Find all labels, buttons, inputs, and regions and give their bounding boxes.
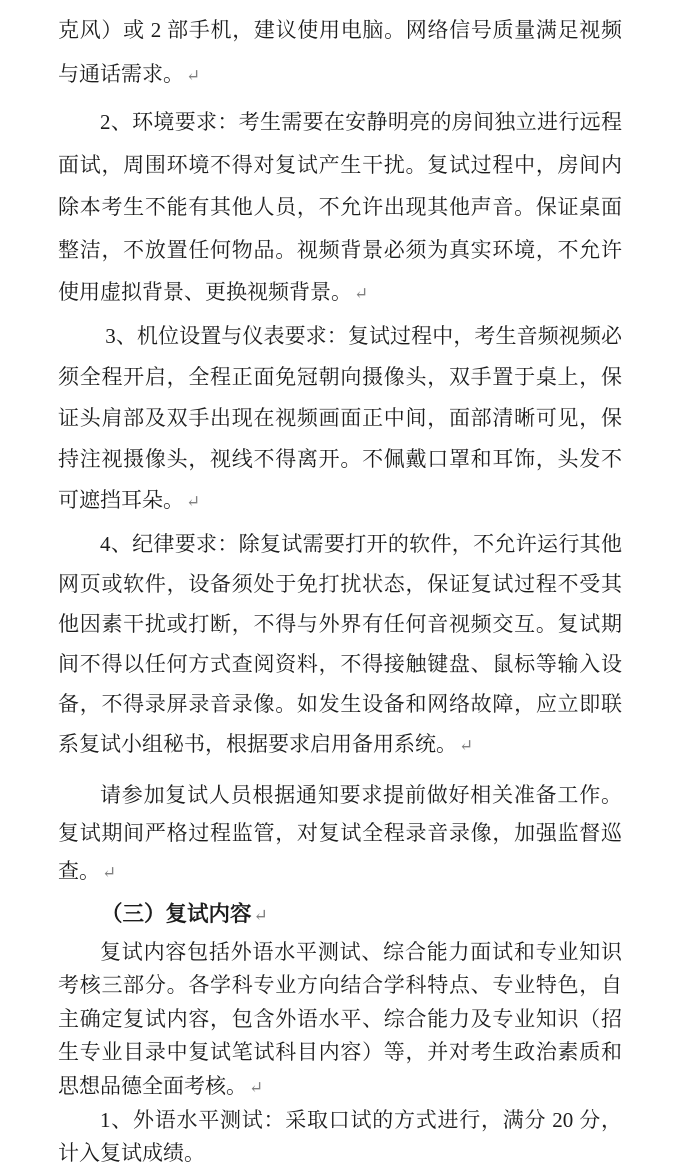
paragraph-preparation-and-supervision-notice	[58, 776, 622, 892]
paragraph-text: 4、纪律要求：除复试需要打开的软件，不允许运行其他网页或软件，设备须处于免打扰状态，保证复试过程不受其他因素干扰或打断，不得与外界有任何音视频交互。复试期间不得以任何方式查阅资料，不得接触键盘、鼠标等输入设备，不得录屏录音录像。如发生设备和网络故障，应立即联系复试小组秘书，根据要求启用备用系统。	[58, 531, 622, 756]
paragraph-text: 2、环境要求：考生需要在安静明亮的房间独立进行远程面试，周围环境不得对复试产生干扰。复试过程中，房间内除本考生不能有其他人员，不允许出现其他声音。保证桌面整洁，不放置任何物品。视频背景必须为真实环境，不允许使用虚拟背景、更换视频背景。	[58, 110, 622, 304]
paragraph-device-requirement-continuation	[58, 8, 622, 98]
document-body	[58, 8, 622, 1170]
paragraph-text: 克风）或 2 部手机，建议使用电脑。网络信号质量满足视频与通话需求。	[58, 18, 622, 86]
heading-section-3-retest-content	[58, 894, 622, 936]
paragraph-foreign-language-oral-test	[58, 1104, 622, 1170]
paragraph-mark-icon: ↵	[459, 735, 474, 755]
paragraph-mark-icon: ↵	[249, 1077, 264, 1097]
paragraph-camera-and-appearance-requirements	[58, 316, 622, 522]
paragraph-mark-icon: ↵	[354, 284, 369, 303]
section-heading-text: （三）复试内容	[101, 901, 252, 926]
paragraph-mark-icon: ↵	[253, 905, 268, 925]
paragraph-text: 请参加复试人员根据通知要求提前做好相关准备工作。复试期间严格过程监管，对复试全程录音录像，加强监督巡查。	[58, 782, 622, 883]
paragraph-retest-content-overview	[58, 936, 622, 1105]
paragraph-mark-icon: ↵	[186, 66, 201, 85]
paragraph-text: 3、机位设置与仪表要求：复试过程中，考生音频视频必须全程开启，全程正面免冠朝向摄像头，双手置于桌上，保证头肩部及双手出现在视频画面正中间，面部清晰可见，保持注视摄像头，视线不得离开。不佩戴口罩和耳饰，头发不可遮挡耳朵。	[58, 323, 622, 512]
paragraph-environment-requirements	[58, 101, 622, 316]
paragraph-text: 1、外语水平测试：采取口试的方式进行，满分 20 分，计入复试成绩。	[58, 1108, 622, 1165]
paragraph-text: 复试内容包括外语水平测试、综合能力面试和专业知识考核三部分。各学科专业方向结合学科特点、专业特色，自主确定复试内容，包含外语水平、综合能力及专业知识（招生专业目录中复试笔试科目内容）等，并对考生政治素质和思想品德全面考核。	[58, 939, 622, 1098]
paragraph-mark-icon: ↵	[102, 862, 117, 882]
paragraph-discipline-requirements	[58, 524, 622, 766]
paragraph-mark-icon: ↵	[186, 491, 201, 511]
